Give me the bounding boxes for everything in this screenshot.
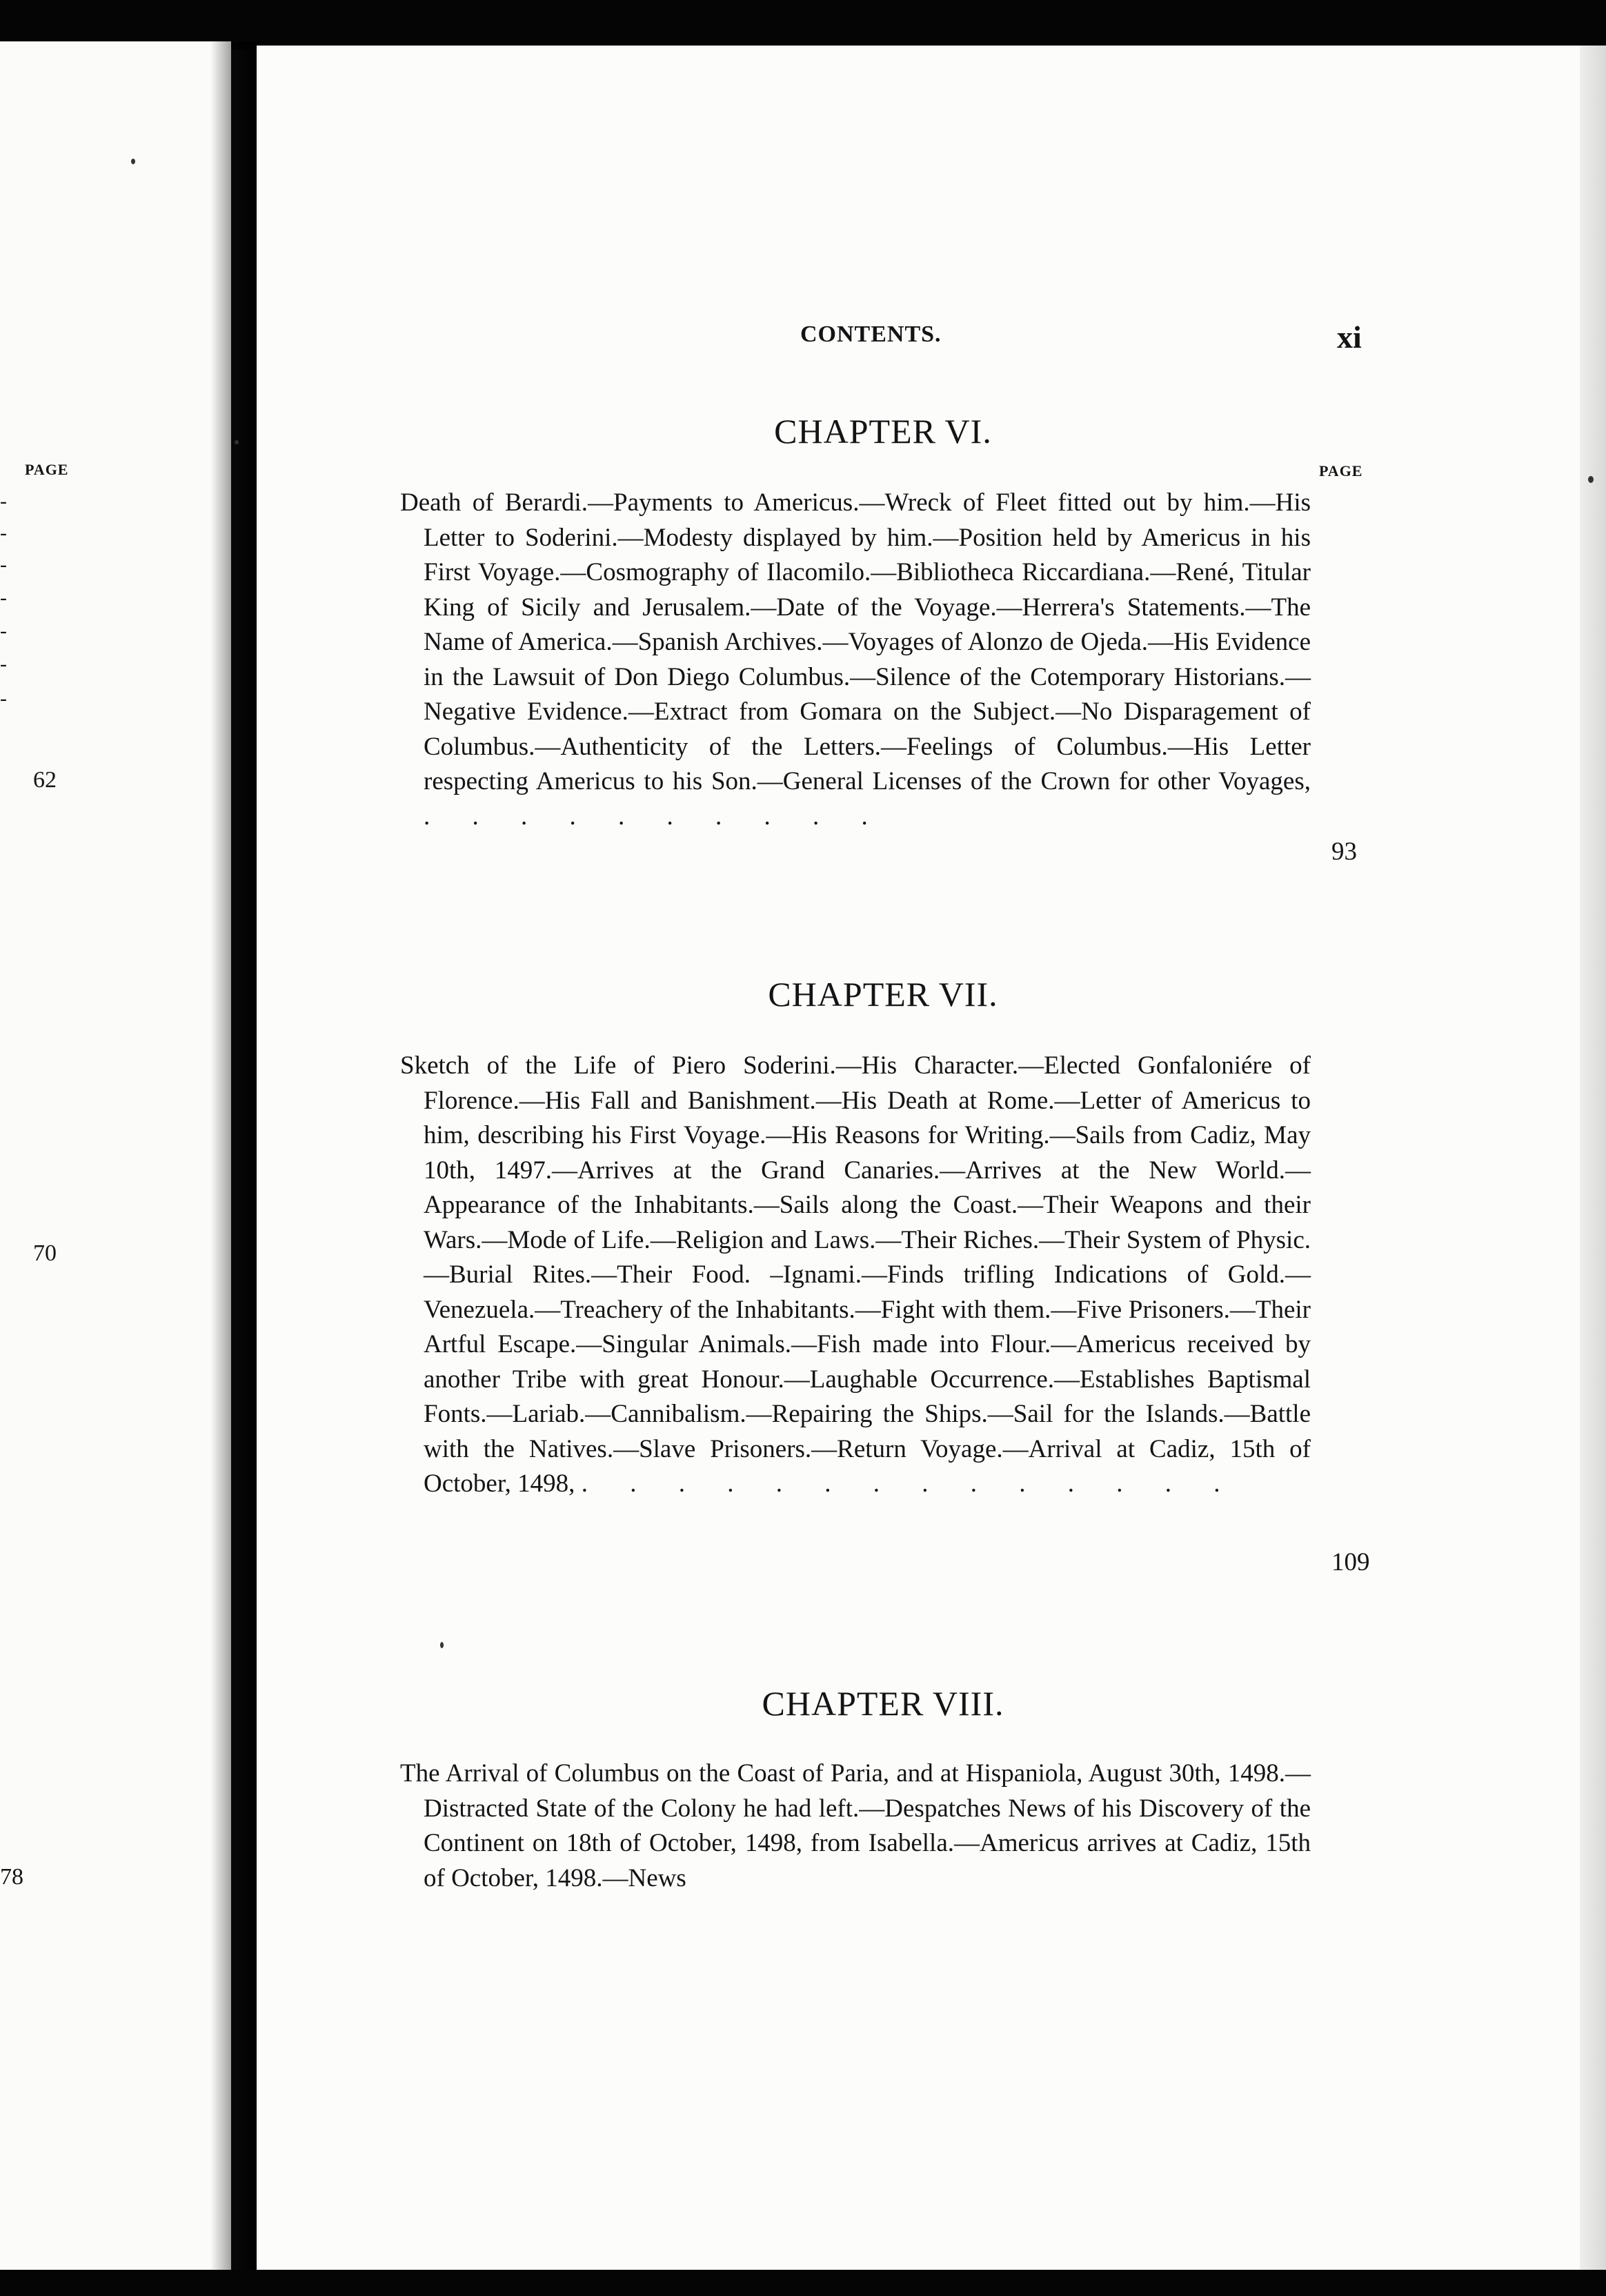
scan-speck	[440, 1642, 444, 1648]
previous-page-number: 62	[33, 767, 57, 793]
scan-bottom-border	[0, 2270, 1606, 2296]
scan-speck	[235, 440, 239, 444]
chapter-summary-text: Death of Berardi.—Payments to Americus.—Wreck of Fleet fitted out by him.—His Letter to Soderini.—Modesty displayed by him.—Position held by Americus in his First Voyage.—Cosmography of Ilacomilo.—Bibliotheca Riccardiana.—René, Titular King of Sicily and Jerusalem.—Date of the Voyage.—Herrera's Statements.—The Name of America.—Spanish Archives.—Voyages of Alonzo de Ojeda.—His Evidence in the Lawsuit of Don Diego Columbus.—Silence of the Cotemporary Historians.—Negative Evidence.—Extract from Gomara on the Subject.—No Disparagement of Columbus.—Authenticity of the Letters.—Feelings of Columbus.—His Letter respecting Americus to his Son.—General Licenses of the Crown for other Voyages,	[400, 488, 1311, 795]
page-column-label: PAGE	[1319, 462, 1363, 479]
previous-page-label: PAGE	[25, 461, 69, 478]
chapter-page-number: 93	[1331, 838, 1357, 866]
dot-leader: . . . . . . . . . . . . . .	[581, 1469, 1238, 1498]
previous-page-edge	[0, 41, 231, 2271]
chapter-heading: CHAPTER VI.	[774, 412, 992, 451]
dot-leader: . . . . . . . . . .	[424, 802, 886, 831]
running-head-page-number: xi	[1337, 319, 1362, 355]
scan-speck	[131, 159, 135, 164]
line-fragment: -	[0, 553, 7, 576]
chapter-heading: CHAPTER VIII.	[762, 1684, 1004, 1723]
line-fragment: -	[0, 522, 7, 544]
line-fragment: -	[0, 586, 7, 609]
scan-speck	[1588, 476, 1594, 483]
chapter-summary	[400, 1756, 1311, 1896]
previous-page-number: 78	[0, 1864, 23, 1890]
chapter-summary	[400, 486, 1311, 834]
line-fragment: -	[0, 490, 7, 513]
chapter-page-number: 109	[1331, 1548, 1370, 1576]
line-fragment: -	[0, 653, 7, 675]
line-fragment: -	[0, 620, 7, 642]
chapter-heading: CHAPTER VII.	[768, 975, 998, 1013]
previous-page-number: 70	[33, 1240, 57, 1266]
page-right-edge	[1580, 46, 1606, 2271]
line-fragment: -	[0, 687, 7, 710]
chapter-summary	[400, 1049, 1311, 1502]
running-head-title: CONTENTS.	[800, 321, 942, 347]
chapter-summary-text: The Arrival of Columbus on the Coast of Paria, and at Hispaniola, August 30th, 1498.—Distracted State of the Colony he had left.—Despatches News of his Discovery of the Continent on 18th of October, 1498, from Isabella.—Americus arrives at Cadiz, 15th of October, 1498.—News	[400, 1759, 1311, 1892]
book-gutter-shadow	[210, 41, 259, 2271]
chapter-summary-text: Sketch of the Life of Piero Soderini.—His Character.—Elected Gonfaloniére of Florence.—His Fall and Banishment.—His Death at Rome.—Letter of Americus to him, describing his First Voyage.—His Reasons for Writing.—Sails from Cadiz, May 10th, 1497.—Arrives at the Grand Canaries.—Arrives at the New World.—Appearance of the Inhabitants.—Sails along the Coast.—Their Weapons and their Wars.—Mode of Life.—Religion and Laws.—Their Riches.—Their System of Physic.—Burial Rites.—Their Food. –Ignami.—Finds trifling Indications of Gold.—Venezuela.—Treachery of the Inhabitants.—Fight with them.—Five Prisoners.—Their Artful Escape.—Singular Animals.—Fish made into Flour.—Americus received by another Tribe with great Honour.—Laughable Occurrence.—Establishes Baptismal Fonts.—Lariab.—Cannibalism.—Repairing the Ships.—Sail for the Islands.—Battle with the Natives.—Slave Prisoners.—Return Voyage.—Arrival at Cadiz, 15th of October, 1498,	[400, 1051, 1311, 1498]
